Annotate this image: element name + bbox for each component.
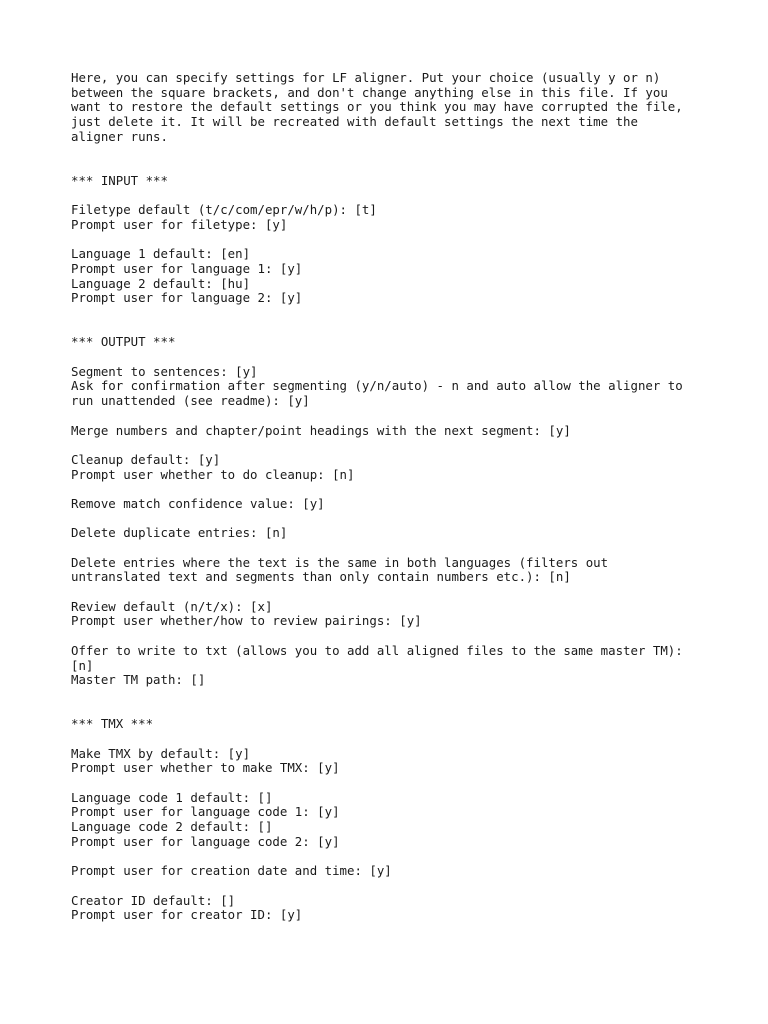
- document-line: Language 2 default: [hu]: [71, 275, 251, 291]
- document-line: Filetype default (t/c/com/epr/w/h/p): [t]: [71, 202, 377, 218]
- blank-line: [71, 350, 731, 365]
- document-line: Language 1 default: [en]: [71, 246, 251, 262]
- document-line: between the square brackets, and don't change anything else in this file. If you: [71, 84, 668, 100]
- document-line: Prompt user whether to make TMX: [y]: [71, 760, 340, 776]
- blank-line: [71, 144, 731, 159]
- document-line: Ask for confirmation after segmenting (y/n/auto) - n and auto allow the aligner to: [71, 378, 683, 394]
- document-line: Review default (n/t/x): [x]: [71, 598, 273, 614]
- document-line: Here, you can specify settings for LF aligner. Put your choice (usually y or n): [71, 70, 661, 85]
- blank-line: [71, 189, 731, 204]
- blank-line: [71, 629, 731, 644]
- document-line: Prompt user for language 1: [y]: [71, 260, 303, 276]
- blank-line: [71, 482, 731, 497]
- blank-line: [71, 541, 731, 556]
- blank-line: [71, 585, 731, 600]
- document-line: Prompt user for language 2: [y]: [71, 290, 303, 306]
- document-line: Creator ID default: []: [71, 892, 236, 908]
- blank-line: [71, 321, 731, 336]
- blank-line: [71, 879, 731, 894]
- blank-line: [71, 306, 731, 321]
- document-line: Make TMX by default: [y]: [71, 745, 251, 761]
- document-line: Remove match confidence value: [y]: [71, 495, 325, 511]
- document-line: want to restore the default settings or you think you may have corrupted the file,: [71, 99, 683, 115]
- blank-line: [71, 438, 731, 453]
- document-line: just delete it. It will be recreated with default settings the next time the: [71, 114, 638, 130]
- document-line: [n]: [71, 657, 94, 673]
- document-line: Master TM path: []: [71, 672, 206, 688]
- document-line: untranslated text and segments than only contain numbers etc.): [n]: [71, 569, 571, 585]
- document-line: Prompt user whether/how to review pairings: [y]: [71, 613, 422, 629]
- document-line: Prompt user for language code 1: [y]: [71, 804, 340, 820]
- document-line: Delete entries where the text is the same in both languages (filters out: [71, 554, 609, 570]
- blank-line: [71, 512, 731, 527]
- blank-line: [71, 776, 731, 791]
- blank-line: [71, 233, 731, 248]
- document-line: run unattended (see readme): [y]: [71, 393, 310, 409]
- blank-line: [71, 688, 731, 703]
- blank-line: [71, 732, 731, 747]
- document-line: Offer to write to txt (allows you to add all aligned files to the same master TM):: [71, 642, 683, 658]
- settings-document: [71, 71, 731, 923]
- document-line: Merge numbers and chapter/point headings with the next segment: [y]: [71, 422, 571, 438]
- document-line: Cleanup default: [y]: [71, 451, 221, 467]
- document-line: Prompt user for creation date and time: [y]: [71, 863, 392, 879]
- document-line: Prompt user for filetype: [y]: [71, 216, 288, 232]
- document-line: Prompt user for creator ID: [y]: [71, 907, 303, 923]
- section-heading: *** TMX ***: [71, 716, 154, 732]
- document-line: Language code 2 default: []: [71, 819, 273, 835]
- blank-line: [71, 159, 731, 174]
- blank-line: [71, 409, 731, 424]
- document-line: Delete duplicate entries: [n]: [71, 525, 288, 541]
- document-line: aligner runs.: [71, 128, 168, 144]
- document-line: Language code 1 default: []: [71, 789, 273, 805]
- section-heading: *** OUTPUT ***: [71, 334, 176, 350]
- document-line: Prompt user whether to do cleanup: [n]: [71, 466, 355, 482]
- document-line: Prompt user for language code 2: [y]: [71, 833, 340, 849]
- section-heading: *** INPUT ***: [71, 172, 168, 188]
- blank-line: [71, 849, 731, 864]
- blank-line: [71, 703, 731, 718]
- document-line: Segment to sentences: [y]: [71, 363, 258, 379]
